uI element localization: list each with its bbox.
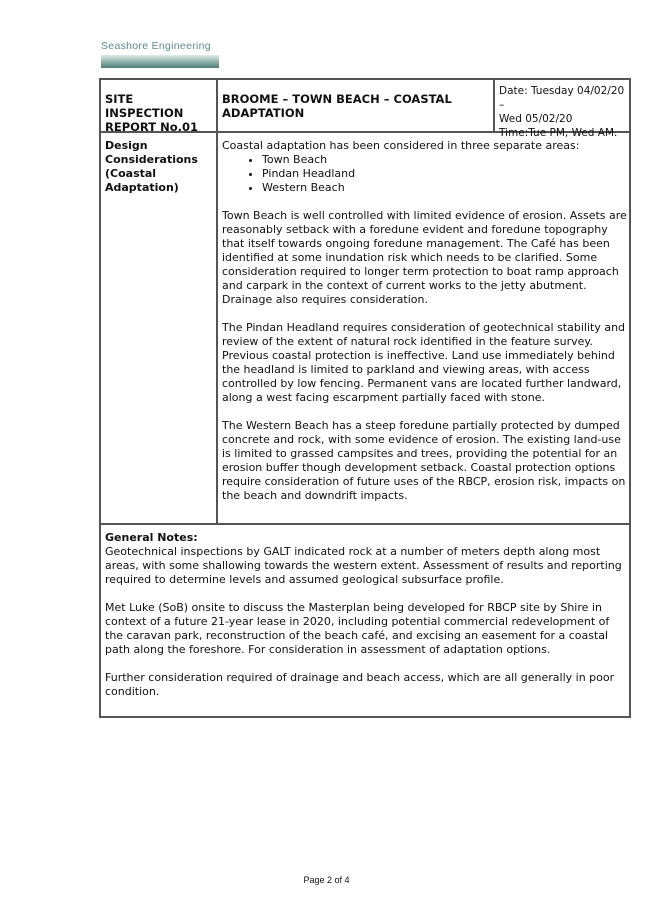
design-considerations-content (222, 139, 628, 503)
date-time-info (499, 84, 629, 140)
logo-wave-bar (101, 55, 219, 68)
row-divider (101, 523, 629, 525)
company-logo (101, 40, 219, 68)
western-beach-paragraph: The Western Beach has a steep foredune partially protected by dumped concrete and rock, with some evidence of erosion. The existing land-use is limited to grassed campsites and trees, providing the potential for an erosion buffer though development setback. Coastal protection options require consideration of future uses of the RBCP, erosion risk, impacts on the beach and downdrift impacts. (222, 419, 626, 502)
list-item: • Western Beach (262, 181, 628, 195)
list-item: • Town Beach (262, 153, 628, 167)
general-notes (105, 531, 627, 699)
pindan-headland-paragraph: The Pindan Headland requires consideration of geotechnical stability and review of the extent of natural rock identified in the feature survey. Previous coastal protection is ineffective. Land use immediately behind the headland is limited to parkland and viewing areas, with access controlled by low fencing. Permanent vans are located further landward, along a west facing escarpment partially faced with stone. (222, 321, 626, 404)
notes-drainage-paragraph: Further consideration required of drainage and beach access, which are all generally in poor condition. (105, 671, 615, 698)
report-table (99, 78, 631, 718)
column-divider (493, 80, 495, 132)
date-range-end: Wed 05/02/20 (499, 113, 573, 125)
report-title: SITE INSPECTION REPORT No.01 (105, 92, 198, 134)
inspection-time: Time:Tue PM, Wed AM. (499, 127, 618, 139)
town-beach-paragraph: Town Beach is well controlled with limited evidence of erosion. Assets are reasonably setback with a foredune evident and foredune topography that itself towards ongoing foredune management. The Café has been identified at some inundation risk which needs to be clarified. Some consideration required to longer term protection to boat ramp approach and carpark in the context of current works to the jetty abutment. Drainage also requires consideration. (222, 209, 627, 306)
site-title: BROOME – TOWN BEACH – COASTAL ADAPTATION (222, 92, 452, 120)
notes-geotech-paragraph: Geotechnical inspections by GALT indicated rock at a number of meters depth along most areas, with some shallowing towards the western extent. Assessment of results and reporting required to determine levels and assumed geological subsurface profile. (105, 545, 622, 586)
design-considerations-label: Design Considerations (Coastal Adaptation) (105, 139, 198, 194)
page-number: Page 2 of 4 (303, 875, 350, 885)
design-intro: Coastal adaptation has been considered in three separate areas: (222, 139, 580, 152)
list-item: • Pindan Headland (262, 167, 628, 181)
date-range: Date: Tuesday 04/02/20 – (499, 85, 625, 111)
area-list (222, 153, 628, 195)
general-notes-heading: General Notes: (105, 531, 198, 544)
company-name: Seashore Engineering (101, 40, 211, 52)
notes-masterplan-paragraph: Met Luke (SoB) onsite to discuss the Masterplan being developed for RBCP site by Shire in context of a future 21-year lease in 2020, including potential commercial redevelopment of the caravan park, reconstruction of the beach café, and excising an easement for a coastal path along the foreshore. For consideration in assessment of adaptation options. (105, 601, 610, 656)
column-divider (216, 80, 218, 524)
